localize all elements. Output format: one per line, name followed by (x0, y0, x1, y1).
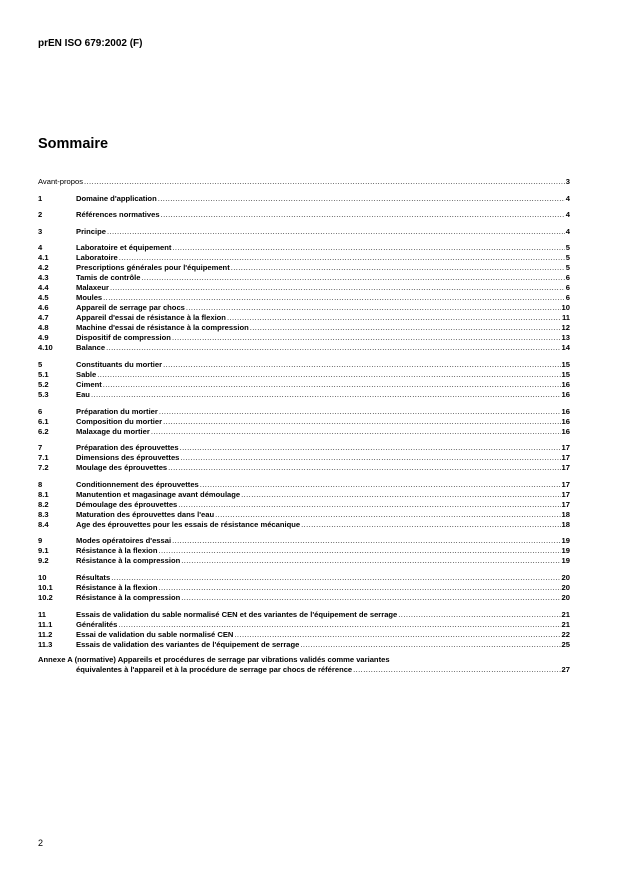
toc-entry (38, 283, 570, 293)
toc-entry (38, 177, 570, 187)
toc-section-number: 10 (38, 572, 47, 582)
toc-entry (38, 480, 570, 490)
toc-section-title: Principe (76, 226, 106, 236)
toc-page-number: 16 (561, 406, 570, 416)
toc-page-number: 18 (561, 519, 570, 529)
toc-section-title: Références normatives (76, 210, 160, 220)
leader-dots (180, 443, 561, 453)
toc-page-number: 5 (565, 253, 570, 263)
toc-entry (38, 380, 570, 390)
toc-page-number: 6 (565, 293, 570, 303)
toc-entry (38, 253, 570, 263)
toc-section-title: Moulage des éprouvettes (76, 463, 168, 473)
toc-section-number: 4.1 (38, 253, 49, 263)
leader-dots (172, 536, 560, 546)
toc-section-title: Domaine d'application (76, 193, 157, 203)
toc-entry (38, 630, 570, 640)
toc-page-number: 16 (561, 416, 570, 426)
toc-section-title: Balance (76, 343, 106, 353)
toc-section-title: Manutention et magasinage avant démoulage (76, 489, 241, 499)
leader-dots (84, 177, 565, 187)
leader-dots (110, 283, 565, 293)
leader-dots (163, 360, 560, 370)
toc-section-title: Eau (76, 389, 90, 399)
toc-page-number: 4 (565, 193, 570, 203)
toc-page-number: 16 (561, 379, 570, 389)
toc-entry (38, 573, 570, 583)
toc-section-title: Composition du mortier (76, 416, 163, 426)
toc-section-number: 4.5 (38, 293, 49, 303)
toc-section-number: 6.2 (38, 426, 49, 436)
toc-page-number: 6 (565, 273, 570, 283)
toc-page-number: 17 (561, 443, 570, 453)
toc-section-title: Préparation du mortier (76, 406, 158, 416)
leader-dots (181, 593, 560, 603)
toc-section-number: 8.1 (38, 489, 49, 499)
toc-page-number: 16 (561, 389, 570, 399)
toc-page-number: 5 (565, 263, 570, 273)
toc-page-number: 15 (561, 369, 570, 379)
table-of-contents (38, 177, 570, 675)
toc-section-title: Laboratoire et équipement (76, 243, 172, 253)
toc-section-title: Résistance à la flexion (76, 546, 158, 556)
toc-page-number: 25 (561, 639, 570, 649)
toc-section-number: 9.2 (38, 556, 49, 566)
toc-section-number: 4.7 (38, 313, 49, 323)
toc-page-number: 14 (561, 343, 570, 353)
page-title: Sommaire (38, 136, 109, 152)
toc-entry (38, 427, 570, 437)
toc-page-number: 21 (561, 609, 570, 619)
toc-entry (38, 510, 570, 520)
toc-entry (38, 417, 570, 427)
toc-section-number: 8.3 (38, 509, 49, 519)
toc-section-number: 7.2 (38, 463, 49, 473)
leader-dots (181, 556, 560, 566)
toc-page-number: 22 (561, 629, 570, 639)
leader-dots (168, 463, 560, 473)
toc-entry (38, 333, 570, 343)
toc-page-number: 21 (561, 619, 570, 629)
toc-entry (38, 556, 570, 566)
leader-dots (103, 293, 565, 303)
toc-section-number: 9 (38, 536, 43, 546)
toc-page-number: 13 (561, 333, 570, 343)
toc-page-number: 17 (561, 463, 570, 473)
toc-section-title: Sable (76, 369, 97, 379)
toc-section-title: Age des éprouvettes pour les essais de résistance mécanique (76, 519, 301, 529)
leader-dots (159, 407, 561, 417)
toc-annex-entry (38, 655, 570, 675)
toc-section-title: Résistance à la compression (76, 556, 181, 566)
toc-entry (38, 210, 570, 220)
toc-section-number: 4.8 (38, 323, 49, 333)
toc-entry (38, 390, 570, 400)
toc-section-number: 8.2 (38, 499, 49, 509)
toc-entry (38, 490, 570, 500)
toc-page-number: 20 (561, 582, 570, 592)
leader-dots (106, 343, 560, 353)
toc-section-title: Essais de validation du sable normalisé CEN et des variantes de l'équipement de serrage (76, 609, 398, 619)
annex-page-number: 27 (561, 664, 570, 674)
toc-entry (38, 303, 570, 313)
toc-section-number: 5.1 (38, 369, 49, 379)
toc-page-number: 15 (561, 359, 570, 369)
leader-dots (107, 227, 565, 237)
leader-dots (178, 500, 560, 510)
toc-entry (38, 273, 570, 283)
document-header: prEN ISO 679:2002 (F) (38, 38, 143, 49)
toc-section-title: Modes opératoires d'essai (76, 536, 172, 546)
toc-section-number: 3 (38, 226, 43, 236)
toc-section-number: 10.1 (38, 582, 53, 592)
toc-section-number: 7.1 (38, 453, 49, 463)
toc-section-number: 11.2 (38, 629, 53, 639)
toc-section-title: Essai de validation du sable normalisé CEN (76, 629, 234, 639)
leader-dots (141, 273, 564, 283)
toc-entry (38, 520, 570, 530)
toc-page-number: 18 (561, 509, 570, 519)
toc-section-number: 9.1 (38, 546, 49, 556)
leader-dots (186, 303, 561, 313)
toc-section-number: 11.3 (38, 639, 53, 649)
toc-page-number: 12 (561, 323, 570, 333)
leader-dots (97, 370, 560, 380)
toc-section-number: 5.2 (38, 379, 49, 389)
toc-entry (38, 360, 570, 370)
toc-entry (38, 546, 570, 556)
toc-page-number: 19 (561, 546, 570, 556)
leader-dots (353, 665, 560, 675)
toc-section-title: Moules (76, 293, 103, 303)
leader-dots (172, 243, 564, 253)
leader-dots (231, 263, 565, 273)
toc-entry (38, 610, 570, 620)
toc-entry (38, 640, 570, 650)
toc-section-title: Généralités (76, 619, 118, 629)
toc-entry (38, 500, 570, 510)
toc-section-title: Prescriptions générales pour l'équipement (76, 263, 230, 273)
toc-page-number: 20 (561, 592, 570, 602)
toc-page-number: 4 (565, 210, 570, 220)
leader-dots (151, 427, 561, 437)
toc-section-number: 4.4 (38, 283, 49, 293)
toc-page-number: 5 (565, 243, 570, 253)
toc-page-number: 17 (561, 453, 570, 463)
toc-section-number: 5.3 (38, 389, 49, 399)
leader-dots (250, 323, 561, 333)
toc-section-title: Malaxeur (76, 283, 109, 293)
toc-page-number: 19 (561, 536, 570, 546)
leader-dots (158, 194, 565, 204)
leader-dots (200, 480, 561, 490)
toc-section-title: Préparation des éprouvettes (76, 443, 179, 453)
toc-page-number: 17 (561, 489, 570, 499)
toc-section-number: 8.4 (38, 519, 49, 529)
toc-section-title: Essais de validation des variantes de l'équipement de serrage (76, 639, 300, 649)
toc-section-title: Conditionnement des éprouvettes (76, 479, 199, 489)
toc-page-number: 16 (561, 426, 570, 436)
toc-page-number: 3 (565, 177, 570, 186)
toc-entry (38, 453, 570, 463)
toc-section-number: 8 (38, 479, 43, 489)
toc-page-number: 6 (565, 283, 570, 293)
toc-section-number: 2 (38, 210, 43, 220)
leader-dots (398, 610, 560, 620)
leader-dots (119, 253, 565, 263)
leader-dots (241, 490, 560, 500)
toc-entry (38, 227, 570, 237)
toc-section-number: 4.2 (38, 263, 49, 273)
toc-entry (38, 407, 570, 417)
toc-section-number: 10.2 (38, 592, 53, 602)
toc-entry (38, 243, 570, 253)
toc-section-number: 6.1 (38, 416, 49, 426)
toc-section-title: Maturation des éprouvettes dans l'eau (76, 509, 215, 519)
toc-section-title: Dimensions des éprouvettes (76, 453, 180, 463)
toc-section-number: 4.9 (38, 333, 49, 343)
toc-section-number: 11.1 (38, 619, 53, 629)
toc-entry (38, 313, 570, 323)
leader-dots (158, 546, 560, 556)
toc-entry (38, 443, 570, 453)
toc-section-title: Machine d'essai de résistance à la compression (76, 323, 249, 333)
toc-entry (38, 263, 570, 273)
toc-section-title: Dispositif de compression (76, 333, 171, 343)
toc-entry (38, 536, 570, 546)
leader-dots (158, 583, 560, 593)
toc-entry (38, 620, 570, 630)
toc-section-number: 5 (38, 359, 43, 369)
toc-page-number: 4 (565, 226, 570, 236)
toc-entry (38, 583, 570, 593)
toc-page-number: 19 (561, 556, 570, 566)
leader-dots (161, 210, 565, 220)
toc-section-number: 4 (38, 243, 43, 253)
leader-dots (118, 620, 560, 630)
toc-section-number: 1 (38, 193, 43, 203)
toc-entry (38, 194, 570, 204)
toc-section-title: Démoulage des éprouvettes (76, 499, 178, 509)
annex-title-line1: Annexe A (normative) Appareils et procédures de serrage par vibrations validés comme variantes (38, 654, 390, 664)
toc-entry (38, 293, 570, 303)
leader-dots (234, 630, 560, 640)
leader-dots (163, 417, 560, 427)
toc-page-number: 20 (561, 572, 570, 582)
toc-page-number: 17 (561, 499, 570, 509)
toc-section-number: 11 (38, 609, 47, 619)
toc-section-number: 4.6 (38, 303, 49, 313)
toc-entry (38, 343, 570, 353)
toc-section-number: 7 (38, 443, 43, 453)
toc-entry (38, 593, 570, 603)
toc-section-title: Résistance à la flexion (76, 582, 158, 592)
toc-entries (38, 177, 570, 650)
toc-entry (38, 323, 570, 333)
toc-page-number: 11 (561, 313, 570, 323)
toc-section-number: 6 (38, 406, 43, 416)
leader-dots (301, 520, 560, 530)
toc-section-title: Appareil de serrage par chocs (76, 303, 185, 313)
toc-entry (38, 463, 570, 473)
footer-page-number: 2 (38, 838, 44, 848)
toc-section-title: Ciment (76, 379, 102, 389)
leader-dots (172, 333, 561, 343)
toc-section-title: Tamis de contrôle (76, 273, 141, 283)
toc-entry (38, 370, 570, 380)
toc-section-title: Malaxage du mortier (76, 426, 150, 436)
toc-section-title: Résistance à la compression (76, 592, 181, 602)
toc-section-title: Appareil d'essai de résistance à la flexion (76, 313, 226, 323)
leader-dots (91, 390, 561, 400)
toc-page-number: 17 (561, 479, 570, 489)
leader-dots (215, 510, 560, 520)
toc-section-title: Résultats (76, 572, 111, 582)
leader-dots (300, 640, 560, 650)
toc-section-title: Avant-propos (38, 177, 84, 186)
toc-section-number: 4.3 (38, 273, 49, 283)
leader-dots (103, 380, 561, 390)
annex-title-line2: équivalentes à l'appareil et à la procédure de serrage par chocs de référence (76, 664, 353, 674)
toc-section-title: Laboratoire (76, 253, 118, 263)
leader-dots (180, 453, 560, 463)
toc-section-title: Constituants du mortier (76, 359, 163, 369)
toc-page-number: 10 (561, 303, 570, 313)
leader-dots (111, 573, 560, 583)
toc-section-number: 4.10 (38, 343, 53, 353)
leader-dots (227, 313, 561, 323)
